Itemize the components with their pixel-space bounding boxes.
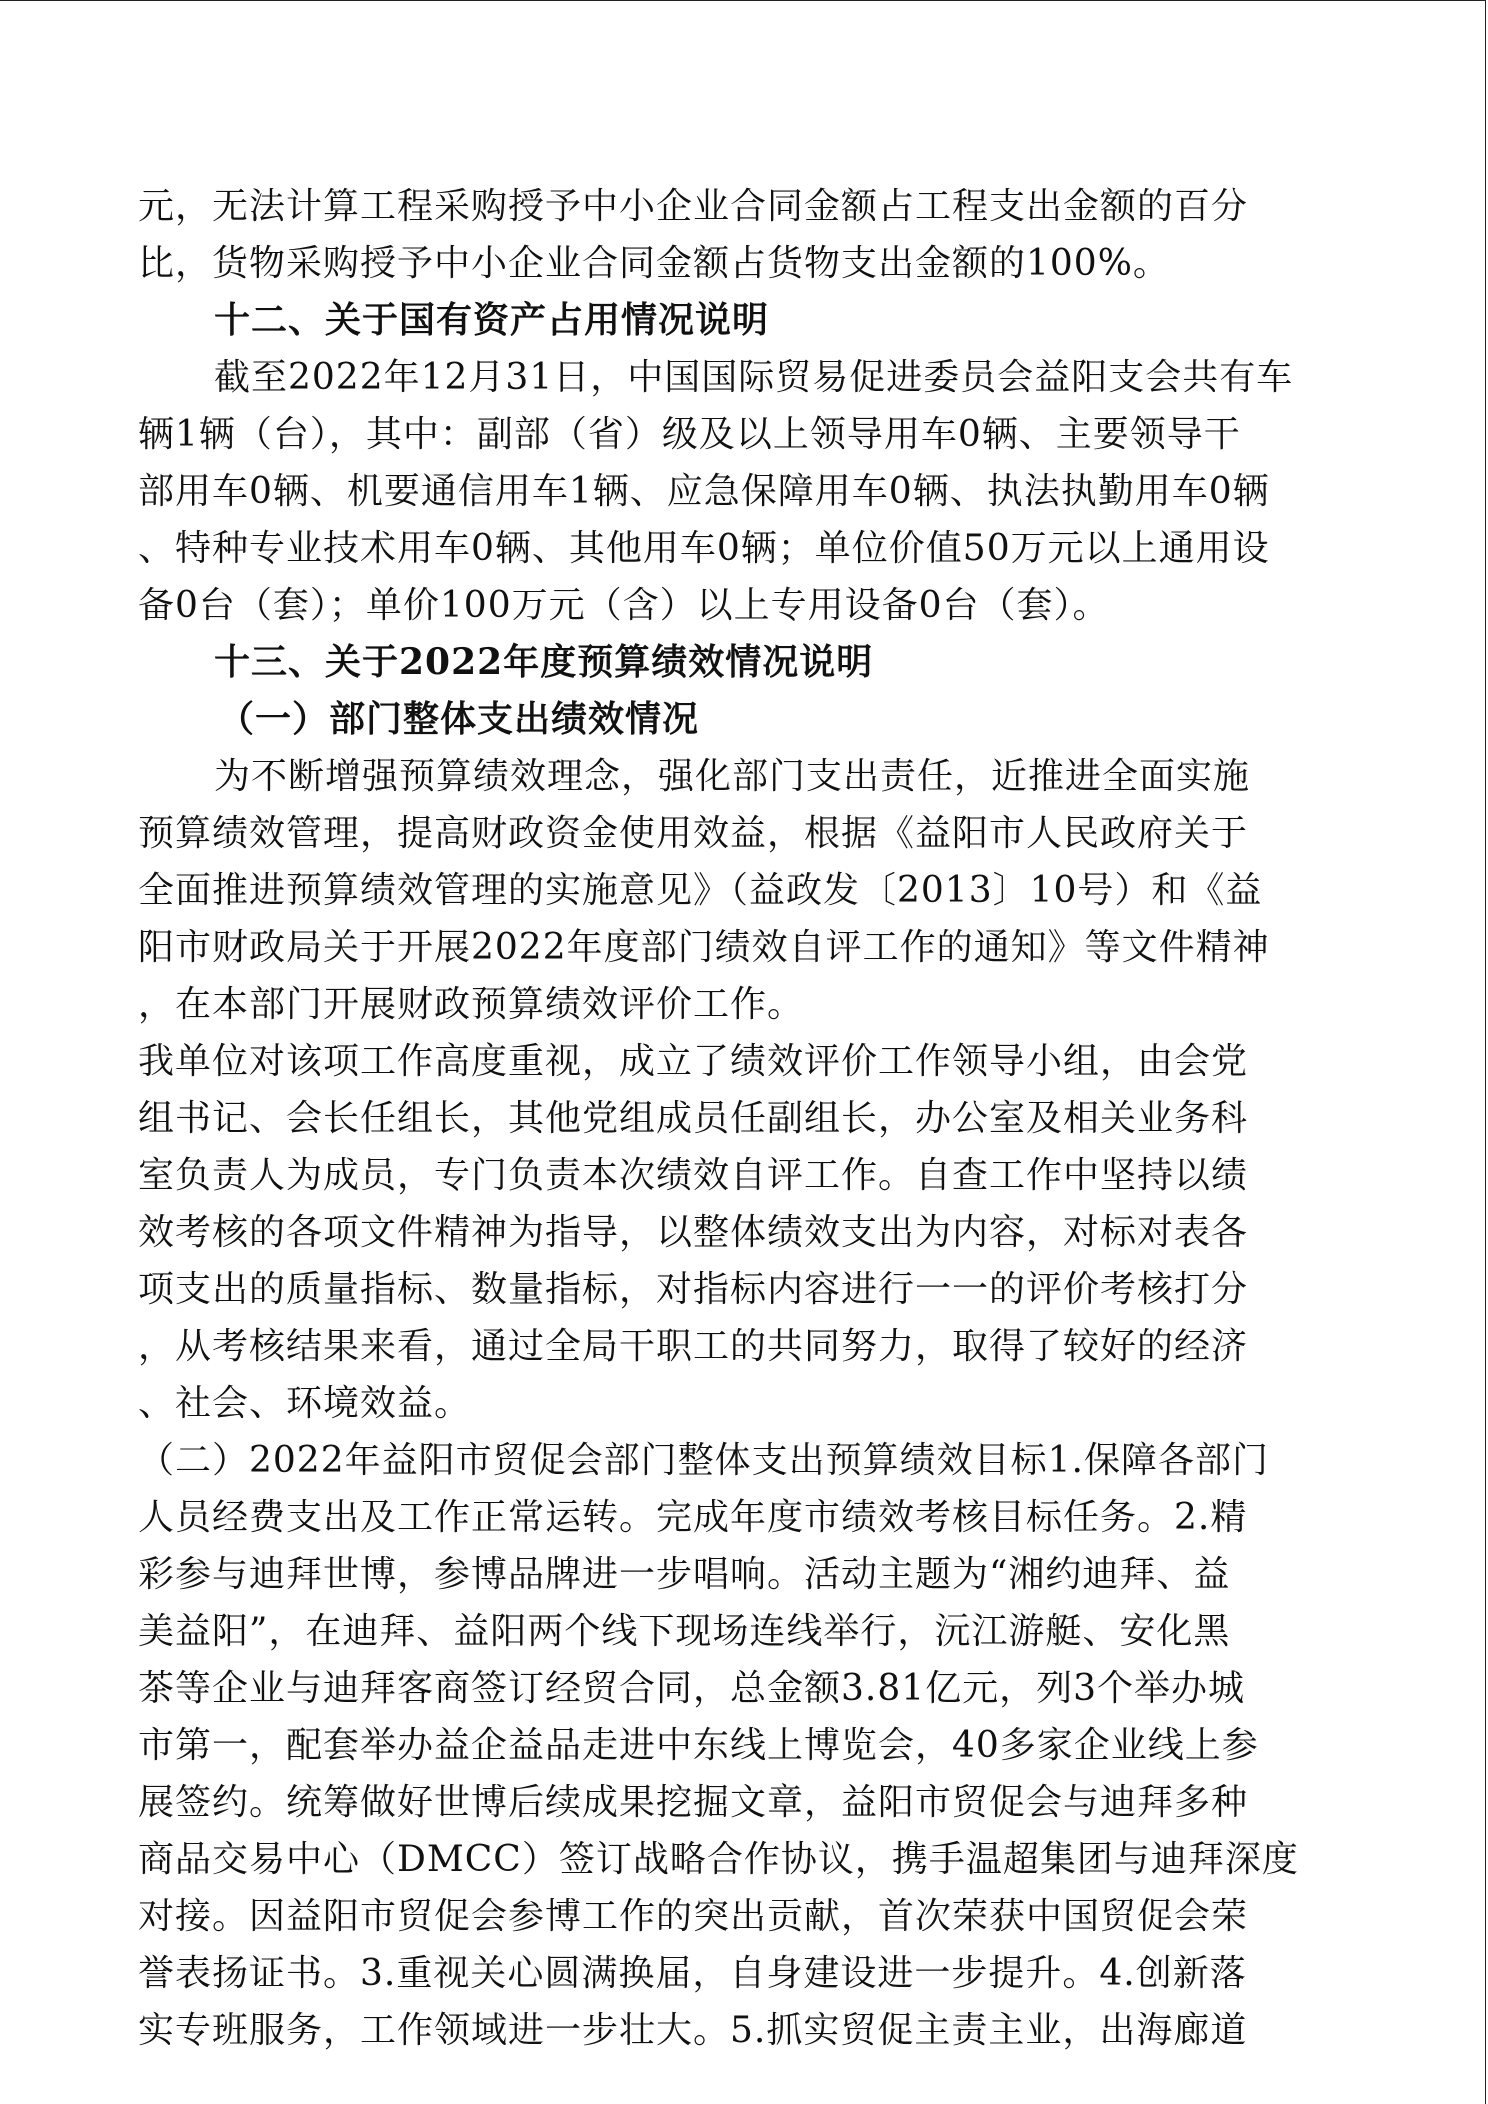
text-line: 部用车0辆、机要通信用车1辆、应急保障用车0辆、执法执勤用车0辆 xyxy=(138,471,1270,512)
text-line: 全面推进预算绩效管理的实施意见》（益政发〔2013〕10号）和《益 xyxy=(138,870,1263,911)
text-line: 人员经费支出及工作正常运转。完成年度市绩效考核目标任务。2.精 xyxy=(138,1497,1248,1538)
text-line: 对接。因益阳市贸促会参博工作的突出贡献，首次荣获中国贸促会荣 xyxy=(138,1896,1249,1937)
paragraph-first-line: （二）2022年益阳市贸促会部门整体支出预算绩效目标1.保障各部门 xyxy=(138,1440,1269,1481)
text-line: 阳市财政局关于开展2022年度部门绩效自评工作的通知》等文件精神 xyxy=(138,927,1270,968)
text-line: 辆1辆（台），其中：副部（省）级及以上领导用车0辆、主要领导干 xyxy=(138,414,1241,455)
text-line: 、特种专业技术用车0辆、其他用车0辆；单位价值50万元以上通用设 xyxy=(138,528,1270,569)
text-line: 备0台（套）；单价100万元（含）以上专用设备0台（套）。 xyxy=(138,585,1110,626)
paragraph-first-line: 截至2022年12月31日，中国国际贸易促进委员会益阳支会共有车 xyxy=(214,357,1294,398)
text-line: ，从考核结果来看，通过全局干职工的共同努力，取得了较好的经济 xyxy=(138,1326,1249,1367)
text-line: 比，货物采购授予中小企业合同金额占货物支出金额的100%。 xyxy=(138,243,1170,284)
section-heading: 十二、关于国有资产占用情况说明 xyxy=(214,299,770,341)
text-line: 实专班服务，工作领域进一步壮大。5.抓实贸促主责主业，出海廊道 xyxy=(138,2010,1248,2051)
text-line: 美益阳”，在迪拜、益阳两个线下现场连线举行，沅江游艇、安化黑 xyxy=(138,1611,1231,1652)
text-line: 誉表扬证书。3.重视关心圆满换届，自身建设进一步提升。4.创新落 xyxy=(138,1953,1247,1994)
text-line: 预算绩效管理，提高财政资金使用效益，根据《益阳市人民政府关于 xyxy=(138,813,1249,854)
text-line: 、社会、环境效益。 xyxy=(138,1383,472,1424)
text-line: 茶等企业与迪拜客商签订经贸合同，总金额3.81亿元，列3个举办城 xyxy=(138,1668,1246,1709)
text-line: 元，无法计算工程采购授予中小企业合同金额占工程支出金额的百分 xyxy=(138,186,1249,227)
text-line: 市第一，配套举办益企益品走进中东线上博览会，40多家企业线上参 xyxy=(138,1725,1259,1766)
text-line: 展签约。统筹做好世博后续成果挖掘文章，益阳市贸促会与迪拜多种 xyxy=(138,1782,1249,1823)
section-heading: 十三、关于2022年度预算绩效情况说明 xyxy=(214,641,874,683)
text-line: 商品交易中心（DMCC）签订战略合作协议，携手温超集团与迪拜深度 xyxy=(138,1839,1299,1880)
document-body xyxy=(138,178,1338,2059)
text-line: ，在本部门开展财政预算绩效评价工作。 xyxy=(138,984,805,1025)
text-line: 组书记、会长任组长，其他党组成员任副组长，办公室及相关业务科 xyxy=(138,1098,1249,1139)
text-line: 彩参与迪拜世博，参博品牌进一步唱响。活动主题为“湘约迪拜、益 xyxy=(138,1554,1231,1595)
paragraph-first-line: 我单位对该项工作高度重视，成立了绩效评价工作领导小组，由会党 xyxy=(138,1041,1249,1082)
subsection-heading: （一）部门整体支出绩效情况 xyxy=(218,698,700,740)
text-line: 室负责人为成员，专门负责本次绩效自评工作。自查工作中坚持以绩 xyxy=(138,1155,1249,1196)
paragraph-first-line: 为不断增强预算绩效理念，强化部门支出责任，近推进全面实施 xyxy=(214,756,1251,797)
text-line: 项支出的质量指标、数量指标，对指标内容进行一一的评价考核打分 xyxy=(138,1269,1249,1310)
text-line: 效考核的各项文件精神为指导，以整体绩效支出为内容，对标对表各 xyxy=(138,1212,1249,1253)
